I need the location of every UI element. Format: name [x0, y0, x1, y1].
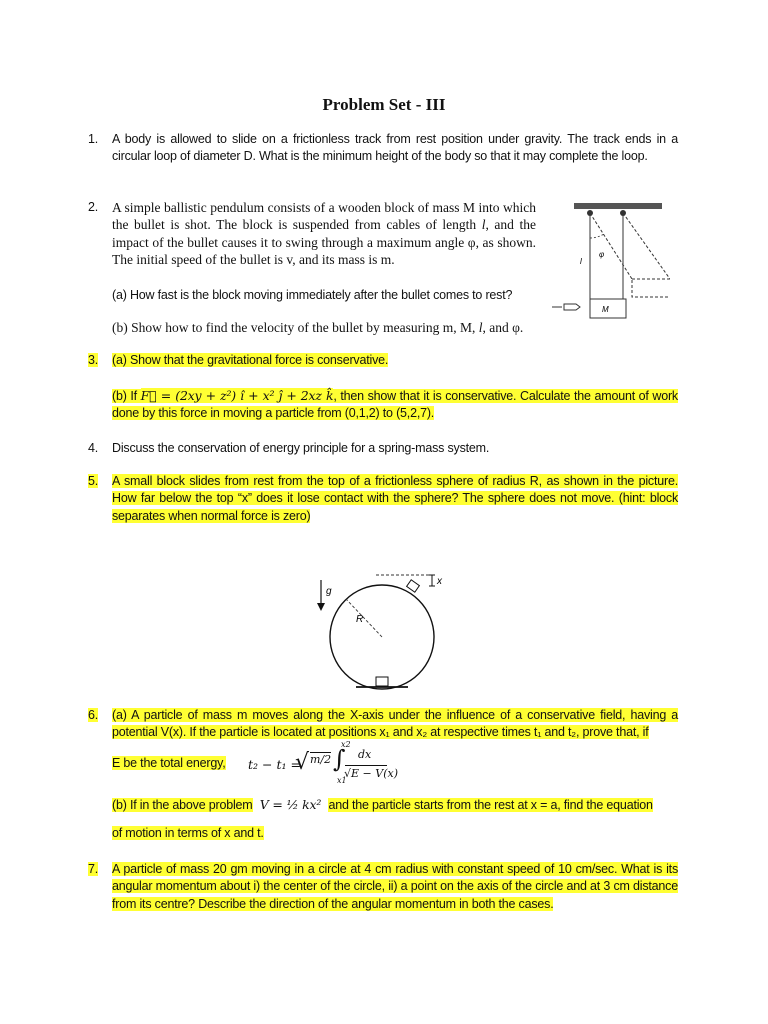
swung-cable-right: [623, 213, 670, 279]
q3-part-b: [112, 387, 678, 423]
integral-sign: ∫: [333, 745, 346, 773]
sphere-stand: [376, 677, 388, 686]
force-equation: F⃗ = (2xy + z²) î + x² ĵ + 2xz k̂: [140, 388, 334, 403]
q7-text: A particle of mass 20 gm moving in a circle at 4 cm radius with constant speed of 10 cm/sec. What is its angular momentum about i) the center of the circle, ii) a point on the axis of the circle and at 3 cm distance from its centre? Describe the direction of the angular momentum in both the cases.: [112, 862, 678, 911]
eq-sqrt-fraction: m/2: [310, 753, 332, 766]
q2-text-l: l: [481, 217, 486, 233]
angle-arc: [590, 234, 604, 238]
radius-line: [346, 599, 382, 637]
q2-part-b: [112, 319, 542, 336]
time-integral-equation: [248, 740, 398, 788]
q3-part-b-suffix: , then show that it is conservative. Calculate the amount of work done by this force in moving a particle from (0,1,2) to (5,2,7).: [112, 389, 678, 421]
q7-number: 7.: [88, 862, 99, 876]
ballistic-pendulum-figure: [550, 198, 670, 324]
q6-number: 6.: [88, 708, 99, 722]
potential-equation: V = ½ kx²: [259, 797, 322, 812]
q2-part-b-l: l: [478, 320, 483, 335]
q2-text-b: , and the impact of the bullet causes it to swing through a maximum angle φ, as shown. The initial speed of the bullet is v, and its mass is m.: [112, 217, 536, 268]
swung-block: [632, 279, 670, 297]
ceiling-bar: [574, 203, 662, 209]
q6-line1: (a) A particle of mass m moves along the X-axis under the influence of a conservative field, having a potential V(x). If the particle is located at positions x₁ and x₂ at respective times t₁ and t₂, prove that, if: [112, 708, 678, 740]
q3-part-b-prefix: (b) If: [112, 389, 141, 403]
label-R: R: [356, 614, 364, 625]
eq-fraction-bar: [345, 765, 387, 766]
label-phi: φ: [599, 250, 605, 259]
q2-part-a: (a) How fast is the block moving immediately after the bullet comes to rest?: [112, 288, 513, 302]
eq-int-upper: x2: [341, 740, 351, 749]
q6-part-b-suffix: and the particle starts from the rest at x = a, find the equation: [328, 798, 653, 812]
q4-number: 4.: [88, 441, 99, 455]
eq-lhs: t₂ − t₁ =: [248, 757, 301, 772]
label-g: g: [326, 586, 332, 597]
q3-number: 3.: [88, 353, 99, 367]
q6-part-b-prefix: (b) If in the above problem: [112, 798, 253, 812]
small-block: [407, 580, 420, 592]
label-M: M: [602, 305, 609, 314]
q3-part-a: (a) Show that the gravitational force is conservative.: [112, 353, 389, 367]
q6-part-b: [112, 796, 678, 814]
q2-number: 2.: [88, 200, 99, 214]
eq-denominator: √E − V(x): [344, 767, 398, 780]
sqrt-sign: √: [295, 750, 310, 775]
label-x: x: [437, 576, 442, 587]
q5-text: A small block slides from rest from the top of a frictionless sphere of radius R, as shown in the picture. How far below the top “x” does it lose contact with the sphere? The sphere does not move. (hint: block separates when normal force is zero): [112, 474, 678, 523]
page-title: Problem Set - III: [322, 95, 446, 114]
bullet: [564, 304, 580, 310]
eq-numerator: dx: [358, 748, 372, 761]
eq-int-lower: x1: [337, 776, 347, 785]
q5-number: 5.: [88, 474, 99, 488]
label-l: l: [580, 257, 582, 266]
q6-line2: E be the total energy,: [112, 756, 226, 770]
q2-part-b-a: (b) Show how to find the velocity of the bullet by measuring m, M,: [112, 320, 479, 335]
q2-text: [112, 199, 536, 269]
gravity-arrowhead: [317, 603, 325, 611]
q2-text-a: A simple ballistic pendulum consists of a wooden block of mass M into which the bullet is shot. The block is suspended from cables of length: [112, 200, 536, 233]
q4-text: Discuss the conservation of energy principle for a spring-mass system.: [112, 441, 490, 455]
q1-number: 1.: [88, 132, 99, 146]
sphere-figure: [310, 565, 455, 695]
q1-text: A body is allowed to slide on a frictionless track from rest position under gravity. The track ends in a circular loop of diameter D. What is the minimum height of the body so that it may complete the loop.: [112, 132, 678, 164]
q2-part-b-b: , and φ.: [482, 320, 524, 335]
swung-cable-left: [590, 213, 632, 279]
q6-part-b-line2: of motion in terms of x and t.: [112, 826, 264, 840]
